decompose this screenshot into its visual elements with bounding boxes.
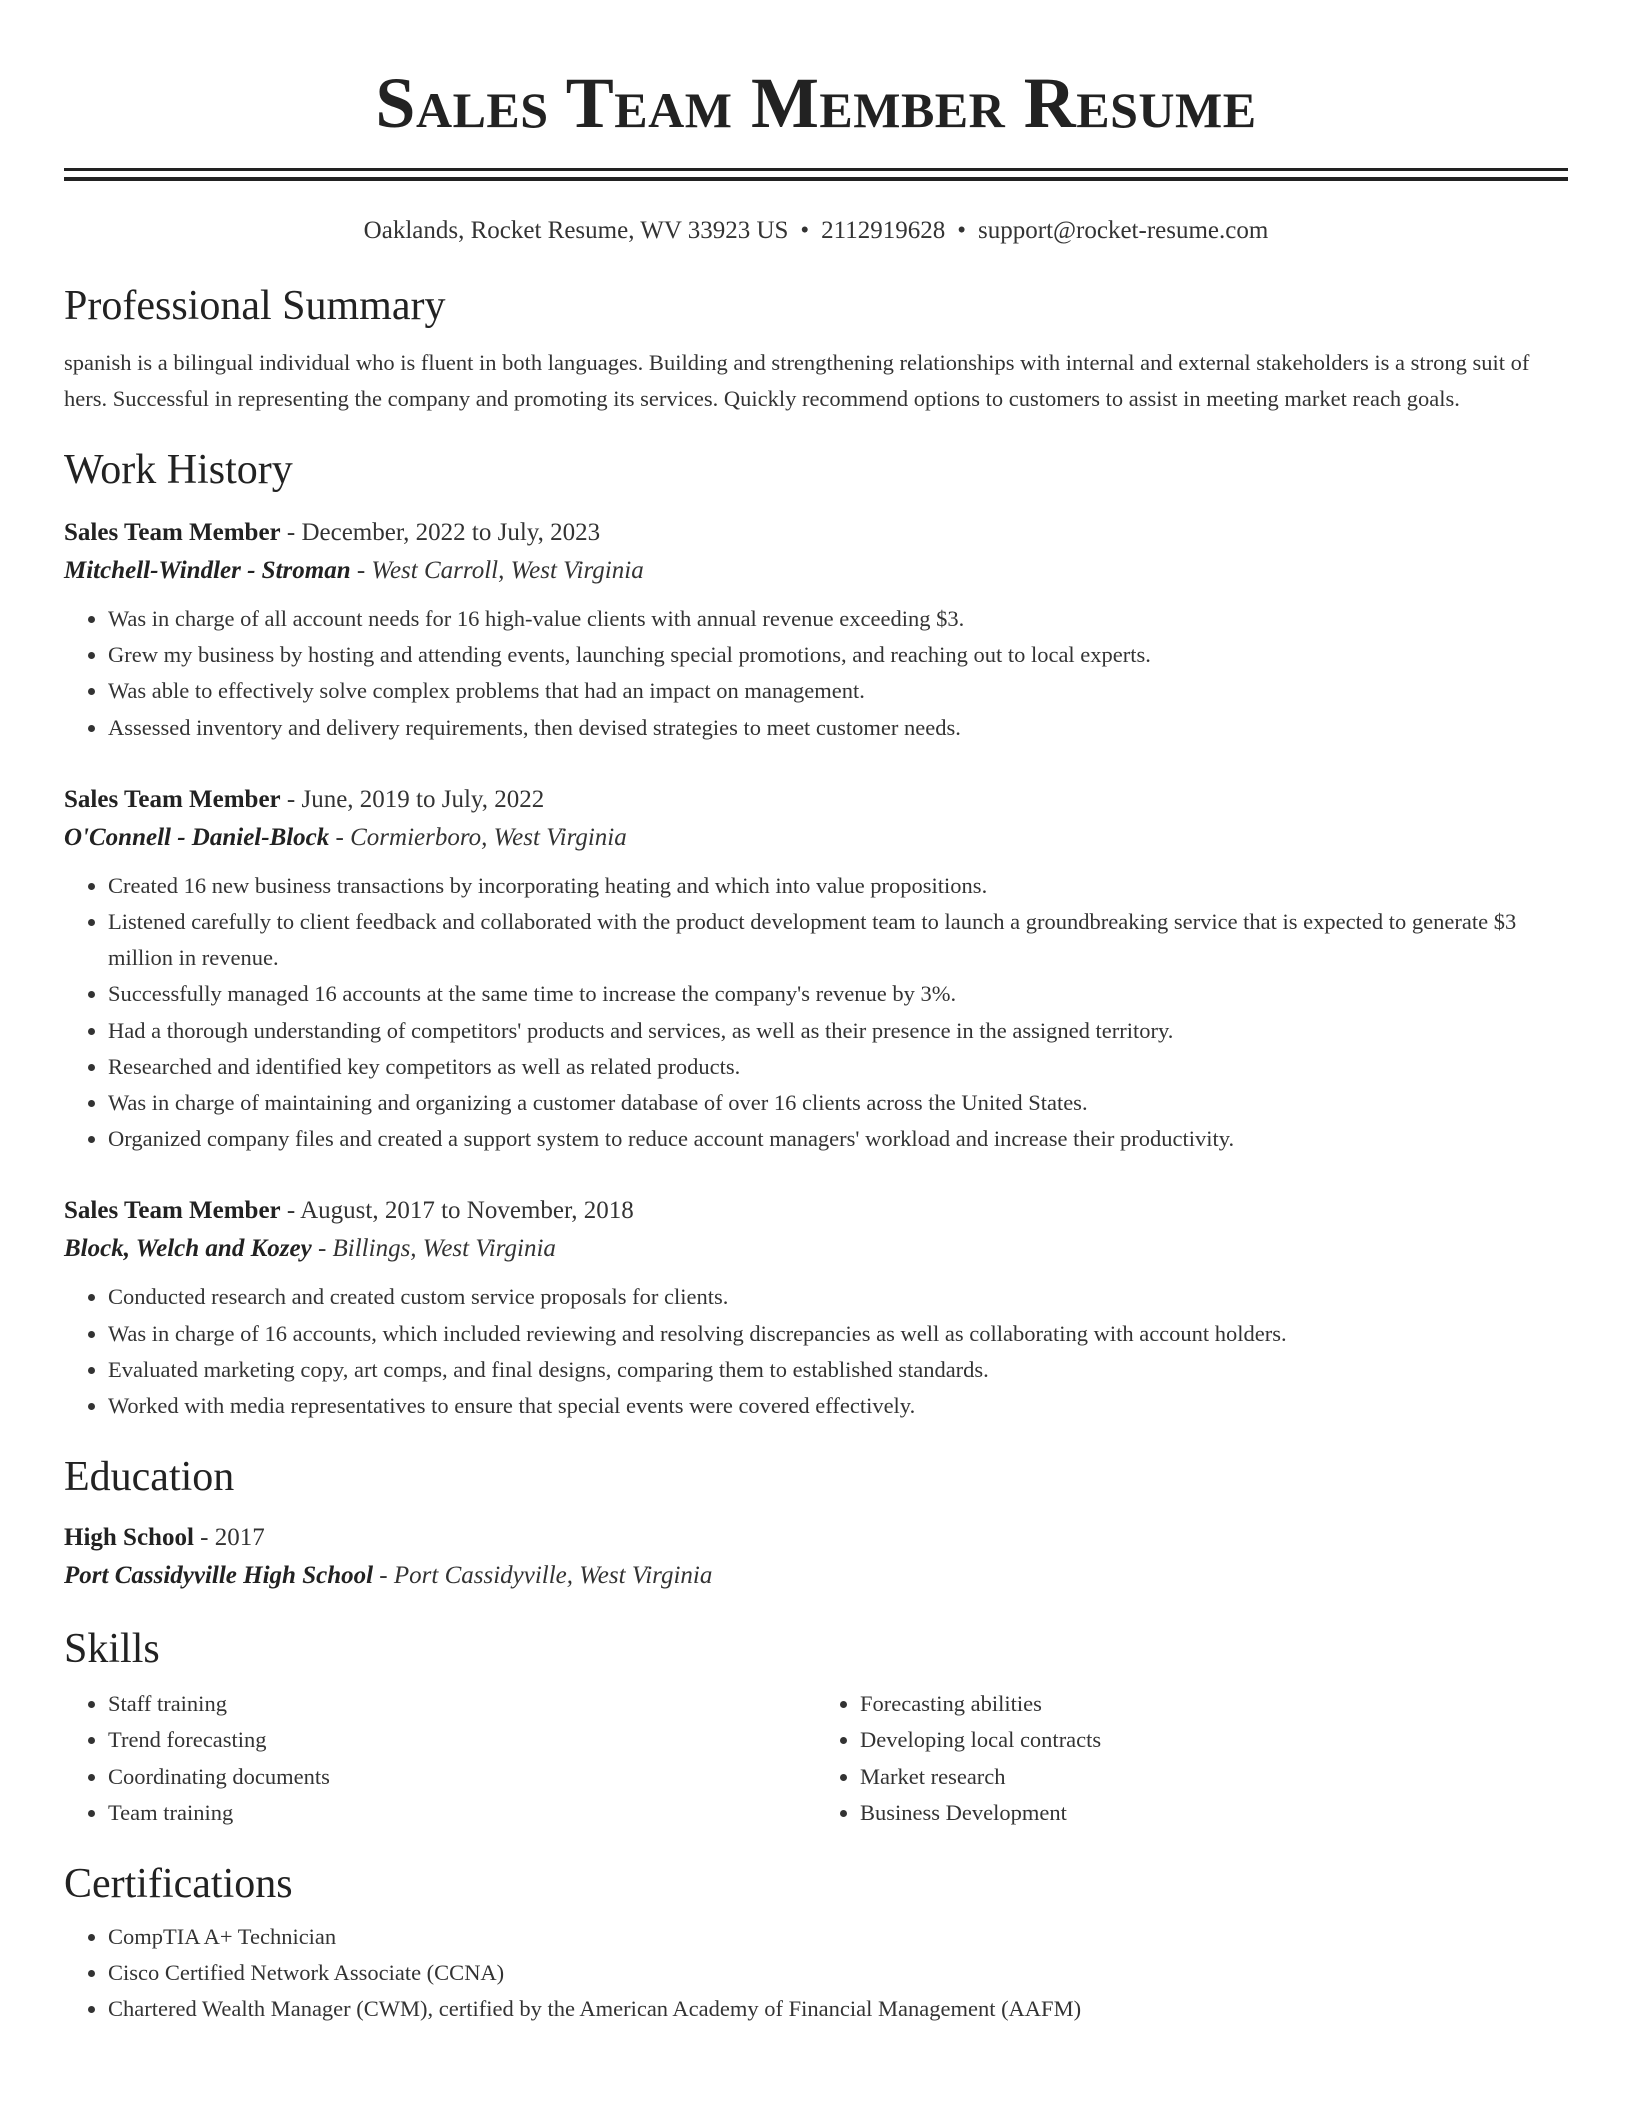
job-location: - Billings, West Virginia bbox=[311, 1235, 556, 1263]
section-heading-certifications: Certifications bbox=[64, 1861, 293, 1908]
education-entry bbox=[64, 1520, 1568, 1596]
job-bullet: • Conducted research and created custom service proposals for clients. bbox=[108, 1279, 1568, 1315]
skill-item: • Business Development bbox=[860, 1795, 1568, 1831]
skill-item: • Forecasting abilities bbox=[860, 1686, 1568, 1722]
contact-phone: 2112919628 bbox=[821, 217, 946, 244]
contact-email: support@rocket-resume.com bbox=[978, 217, 1269, 244]
job-entry bbox=[64, 782, 1568, 1158]
job-dates: - August, 2017 to November, 2018 bbox=[280, 1197, 634, 1225]
skill-item: • Team training bbox=[108, 1795, 816, 1831]
skill-item: • Trend forecasting bbox=[108, 1722, 816, 1758]
contact-address: Oaklands, Rocket Resume, WV 33923 US bbox=[363, 217, 789, 244]
summary-text: spanish is a bilingual individual who is fluent in both languages. Building and strengthening relationships with internal and external stakeholders is a strong suit of hers. Successful in representing the company and promoting its services. Quickly recommend options to customers to assist in meeting market reach goals. bbox=[64, 350, 1530, 411]
certifications-list bbox=[64, 1919, 1568, 2028]
job-bullet: • Assessed inventory and delivery requirements, then devised strategies to meet customer needs. bbox=[108, 710, 1568, 746]
contact-separator: • bbox=[800, 217, 810, 244]
title-divider-top bbox=[64, 168, 1568, 171]
education-school: Port Cassidyville High School bbox=[64, 1562, 374, 1590]
job-entry bbox=[64, 515, 1568, 746]
job-company-line bbox=[64, 551, 1568, 591]
job-title: Sales Team Member bbox=[64, 1197, 281, 1225]
job-bullet: • Was able to effectively solve complex problems that had an impact on management. bbox=[108, 673, 1568, 709]
job-bullet: • Listened carefully to client feedback and collaborated with the product development team to launch a groundbreaking service that is expected to generate $3 million in revenue. bbox=[108, 904, 1568, 976]
job-bullet: • Was in charge of maintaining and organizing a customer database of over 16 clients across the United States. bbox=[108, 1085, 1568, 1121]
job-dates: - June, 2019 to July, 2022 bbox=[280, 785, 545, 813]
job-entry bbox=[64, 1193, 1568, 1424]
job-company-line bbox=[64, 1229, 1568, 1269]
section-heading-skills: Skills bbox=[64, 1626, 160, 1673]
skill-item: • Market research bbox=[860, 1759, 1568, 1795]
job-company: O'Connell - Daniel-Block bbox=[64, 823, 330, 851]
job-bullet: • Was in charge of all account needs for 16 high-value clients with annual revenue exceeding $3. bbox=[108, 601, 1568, 637]
job-bullet: • Grew my business by hosting and attending events, launching special promotions, and reaching out to local experts. bbox=[108, 637, 1568, 673]
education-header bbox=[64, 1520, 1568, 1556]
skills-section bbox=[64, 1624, 1568, 1831]
job-title: Sales Team Member bbox=[64, 785, 281, 813]
section-heading-work: Work History bbox=[64, 447, 293, 493]
skills-list-left bbox=[64, 1686, 816, 1831]
section-heading-education: Education bbox=[64, 1454, 235, 1501]
job-bullet: • Organized company files and created a support system to reduce account managers' workload and increase their productivity. bbox=[108, 1121, 1568, 1157]
resume-page bbox=[64, 0, 1568, 2028]
contact-separator: • bbox=[957, 217, 967, 244]
job-bullet: • Successfully managed 16 accounts at the same time to increase the company's revenue by 3%. bbox=[108, 976, 1568, 1012]
certification-item: • Cisco Certified Network Associate (CCNA) bbox=[108, 1955, 1568, 1991]
job-bullet: • Created 16 new business transactions by incorporating heating and which into value propositions. bbox=[108, 868, 1568, 904]
job-bullet: • Worked with media representatives to ensure that special events were covered effectively. bbox=[108, 1388, 1568, 1424]
education-school-line bbox=[64, 1556, 1568, 1596]
resume-title: Sales Team Member Resume bbox=[375, 63, 1257, 143]
skill-item: • Developing local contracts bbox=[860, 1722, 1568, 1758]
job-header bbox=[64, 782, 1568, 818]
job-bullets bbox=[64, 868, 1568, 1158]
education-degree: High School bbox=[64, 1524, 194, 1552]
work-history-section bbox=[64, 445, 1568, 1424]
education-location: - Port Cassidyville, West Virginia bbox=[373, 1562, 713, 1590]
job-bullets bbox=[64, 601, 1568, 746]
certifications-section bbox=[64, 1859, 1568, 2028]
job-title: Sales Team Member bbox=[64, 519, 281, 546]
job-bullets bbox=[64, 1279, 1568, 1424]
skill-item: • Staff training bbox=[108, 1686, 816, 1722]
certification-item: • CompTIA A+ Technician bbox=[108, 1919, 1568, 1955]
job-company-line bbox=[64, 818, 1568, 858]
job-location: - West Carroll, West Virginia bbox=[350, 557, 644, 584]
certification-item: • Chartered Wealth Manager (CWM), certified by the American Academy of Financial Management (AAFM) bbox=[108, 1991, 1568, 2027]
job-header bbox=[64, 1193, 1568, 1229]
title-divider-bottom bbox=[64, 177, 1568, 181]
job-company: Mitchell-Windler - Stroman bbox=[64, 557, 351, 584]
skill-item: • Coordinating documents bbox=[108, 1759, 816, 1795]
job-header bbox=[64, 515, 1568, 551]
skills-list-right bbox=[816, 1686, 1568, 1831]
job-bullet: • Researched and identified key competitors as well as related products. bbox=[108, 1049, 1568, 1085]
professional-summary-section bbox=[64, 281, 1568, 417]
job-bullet: • Was in charge of 16 accounts, which included reviewing and resolving discrepancies as well as collaborating with account holders. bbox=[108, 1316, 1568, 1352]
education-section bbox=[64, 1452, 1568, 1596]
job-dates: - December, 2022 to July, 2023 bbox=[280, 519, 601, 546]
job-bullet: • Had a thorough understanding of competitors' products and services, as well as their presence in the assigned territory. bbox=[108, 1013, 1568, 1049]
job-bullet: • Evaluated marketing copy, art comps, and final designs, comparing them to established standards. bbox=[108, 1352, 1568, 1388]
section-heading-summary: Professional Summary bbox=[64, 283, 446, 329]
job-company: Block, Welch and Kozey bbox=[64, 1235, 312, 1263]
contact-line bbox=[64, 215, 1568, 247]
education-year: - 2017 bbox=[193, 1524, 265, 1552]
job-location: - Cormierboro, West Virginia bbox=[329, 823, 627, 851]
skills-columns bbox=[64, 1686, 1568, 1831]
